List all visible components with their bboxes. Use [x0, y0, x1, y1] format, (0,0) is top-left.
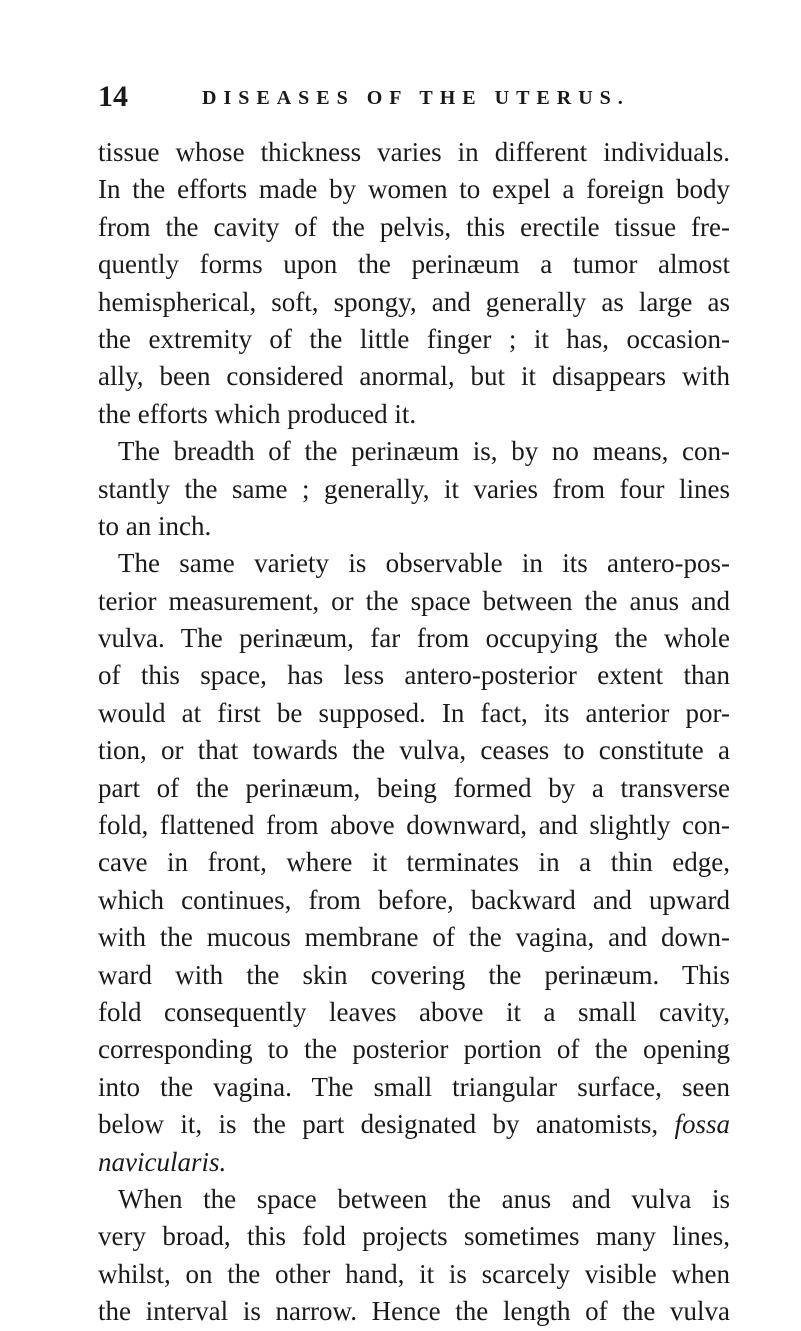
text-line: whilst, on the other hand, it is scarcely visible when [98, 1258, 730, 1289]
text-line: quently forms upon the perinæum a tumor almost [98, 249, 730, 280]
text-line: part of the perinæum, being formed by a transverse [98, 772, 730, 803]
text-line: cave in front, where it terminates in a thin edge, [98, 847, 730, 878]
text-line: In the efforts made by women to expel a foreign body [98, 174, 730, 205]
text-line: hemispherical, soft, spongy, and generally as large as [98, 286, 730, 317]
text-line: tissue whose thickness varies in different individuals. [98, 137, 730, 167]
text-line: fold consequently leaves above it a small cavity, [98, 996, 730, 1027]
text-line: ally, been considered anormal, but it disappears with [98, 361, 730, 392]
text-line: of this space, has less antero-posterior extent than [98, 660, 730, 691]
italic-term: navicularis. [98, 1146, 227, 1177]
text-line [98, 1106, 730, 1143]
text-line: fold, flattened from above downward, and slightly con- [98, 810, 730, 841]
running-title: DISEASES OF THE UTERUS. [202, 87, 630, 109]
body-text [98, 134, 730, 1331]
text-line: terior measurement, or the space between the anus and [98, 585, 730, 616]
text-line: corresponding to the posterior portion of the opening [98, 1034, 730, 1065]
text-fragment: below it, is the part designated by anatomists, [98, 1109, 659, 1140]
text-line: the interval is narrow. Hence the length of the vulva [98, 1296, 730, 1327]
page-number: 14 [98, 80, 128, 113]
text-line: would at first be supposed. In fact, its anterior por- [98, 697, 730, 728]
italic-term: fossa [674, 1109, 730, 1140]
text-line: ward with the skin covering the perinæum. This [98, 959, 730, 990]
text-line: the extremity of the little finger ; it has, occasion- [98, 323, 730, 354]
text-line: stantly the same ; generally, it varies from four lines [98, 473, 730, 504]
text-line: to an inch. [98, 510, 212, 541]
text-line: When the space between the anus and vulva is [118, 1183, 730, 1214]
text-line: The same variety is observable in its antero-pos- [118, 548, 730, 579]
text-line: the efforts which produced it. [98, 398, 417, 429]
text-line: very broad, this fold projects sometimes many lines, [98, 1221, 730, 1252]
running-head [98, 76, 630, 116]
text-line: with the mucous membrane of the vagina, and down- [98, 922, 730, 953]
text-line: into the vagina. The small triangular surface, seen [98, 1071, 730, 1102]
text-line: tion, or that towards the vulva, ceases to constitute a [98, 735, 730, 766]
text-line: from the cavity of the pelvis, this erectile tissue fre- [98, 211, 730, 242]
text-line: which continues, from before, backward and upward [98, 884, 730, 915]
text-line: The breadth of the perinæum is, by no means, con- [118, 436, 730, 467]
text-line: vulva. The perinæum, far from occupying the whole [98, 623, 730, 654]
